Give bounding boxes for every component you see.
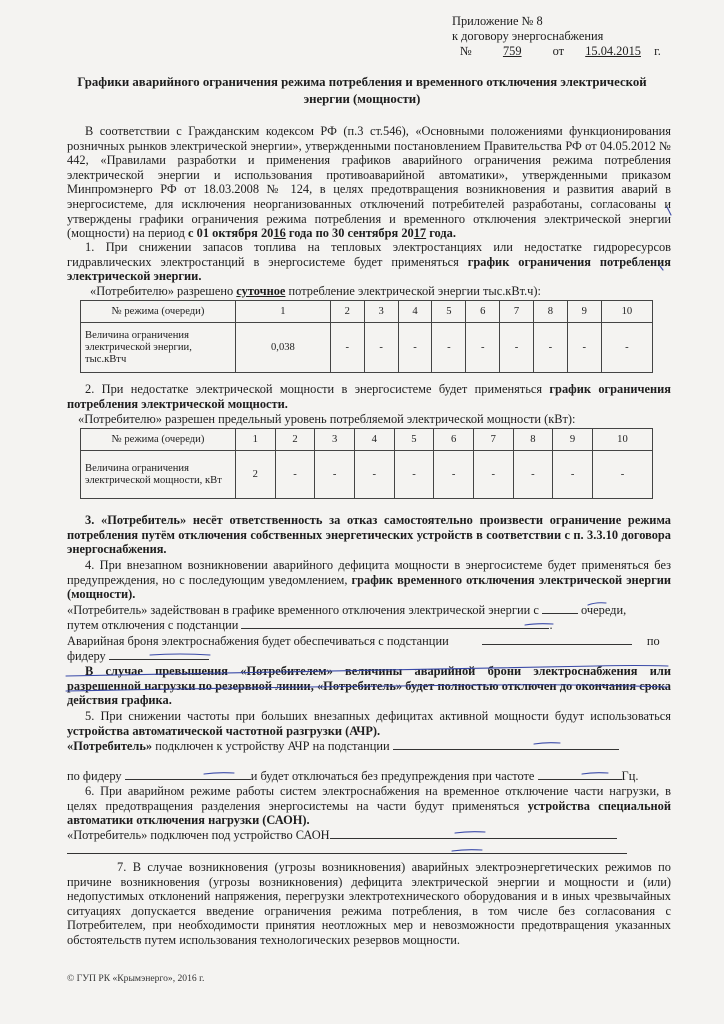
table1-col: 1 — [236, 301, 331, 323]
p4-line-a-pre: «Потребитель» задействован в графике временного отключения электрической энергии с — [67, 603, 539, 617]
year-suffix: г. — [654, 44, 661, 58]
paragraph-6 — [67, 784, 671, 828]
achr-feeder-blank[interactable] — [125, 779, 251, 780]
period-mid: года по 30 сентября 20 — [288, 226, 414, 241]
backup-substation-blank[interactable] — [482, 644, 632, 645]
table1-cell: - — [364, 323, 398, 373]
table1-cell: - — [432, 323, 466, 373]
document-title: Графики аварийного ограничения режима потребления и временного отключения электрической энергии (мощности) — [77, 75, 647, 106]
table1-cell: - — [500, 323, 534, 373]
appendix-line2: к договору энергоснабжения — [452, 29, 604, 43]
appendix-line1: Приложение № 8 — [452, 14, 543, 28]
table1-cell: - — [330, 323, 364, 373]
p4-warning: В случае превышения «Потребителем» величины аварийной брони электроснабжения или разрешенной нагрузки по резервной линии, «Потребитель» будет полностью отключен до окончания срока действия графика. — [67, 664, 671, 708]
saon-second-blank[interactable] — [67, 853, 627, 854]
p1-allowed-post: потребление электрической энергии тыс.кВт.ч): — [288, 284, 541, 298]
table2-col: 8 — [513, 429, 553, 451]
p5-substation-line — [67, 739, 671, 754]
table2-cell: - — [592, 451, 652, 499]
period-year1: 16 — [273, 226, 286, 241]
p5-text: 5. При снижении частоты при больших внезапных дефицитах активной мощности будут использоваться — [85, 709, 671, 723]
p5-feeder-pre: по фидеру — [67, 769, 122, 783]
table2-col: 5 — [394, 429, 434, 451]
p1-text: 1. При снижении запасов топлива на тепловых электростанциях или недостатке гидроресурсов гидравлических электростанций в энергосистеме будет применяться — [67, 240, 671, 269]
contract-number: 759 — [502, 44, 522, 58]
table2-col: 10 — [592, 429, 652, 451]
table2-cell: - — [473, 451, 513, 499]
table2-col: 4 — [354, 429, 394, 451]
p2-bold: график ограничения потребления электрической мощности. — [67, 382, 671, 411]
table1-col: 5 — [432, 301, 466, 323]
table-energy-limit — [80, 300, 653, 373]
table2-value-row — [81, 451, 653, 499]
p4-queue-line — [67, 603, 671, 618]
table2-cell: - — [553, 451, 593, 499]
p4-line-c-post: по — [646, 634, 660, 648]
paragraph-4 — [67, 558, 671, 602]
intro-text: В соответствии с Гражданским кодексом РФ (п.3 ст.546), «Основными положениями функционирования розничных рынков электрической энергии», утвержденными постановлением Правительства РФ от 04.05.2012 № 442, «Правилами разработки и применения графиков аварийного ограничения режима потребления электрической энергии и использования противоаварийной автоматики», утвержденными приказом Минпромэнерго РФ от 18.03.2008 № 124, в целях предотвращения возникновения и развития аварий в энергосистеме, для исключения неорганизованных отключений потребителей разработаны, согласованы и утверждены графики ограничения режима потребления и временного отключения электрической энергии (мощности) на период — [67, 124, 671, 241]
p5-feeder-unit: Гц. — [621, 769, 639, 783]
table1-col: 10 — [601, 301, 652, 323]
copyright-footer: © ГУП РК «Крымэнерго», 2016 г. — [67, 973, 205, 984]
table1-cell: 0,038 — [236, 323, 331, 373]
table1-cell: - — [398, 323, 432, 373]
p2-text: 2. При недостатке электрической мощности в энергосистеме будет применяться — [85, 382, 543, 396]
table1-col: 4 — [398, 301, 432, 323]
appendix-header — [452, 14, 661, 59]
period-start: с 01 октября 20 — [188, 226, 274, 241]
table2-col: 9 — [553, 429, 593, 451]
p1-allowed-pre: «Потребителю» разрешено — [90, 284, 234, 298]
p4-bold: график временного отключения электрической энергии (мощности). — [67, 572, 671, 602]
p6-text: 6. При аварийном режиме работы систем электроснабжения на временное отключение части нагрузки, в целях предотвращения разделения энергосистемы на части будут применяться — [67, 784, 671, 813]
p6-connected: «Потребитель» подключен под устройство САОН — [67, 828, 330, 842]
p6-connected-line — [67, 828, 671, 843]
paragraph-2 — [67, 382, 671, 411]
table2-col: 1 — [236, 429, 276, 451]
table1-col: 8 — [534, 301, 568, 323]
table2-cell: 2 — [236, 451, 276, 499]
p5-feeder-line — [67, 769, 671, 784]
table2-header-label: № режима (очереди) — [81, 429, 236, 451]
p4-backup-line — [67, 634, 671, 649]
p4-line-b: путем отключения с подстанции — [67, 618, 239, 632]
p4-text: 4. При внезапном возникновении аварийного дефицита мощности в энергосистеме будет применяться без предупреждения, но с последующим уведомлением, — [67, 558, 671, 587]
number-label: № — [460, 44, 472, 58]
table1-col: 7 — [500, 301, 534, 323]
p6-bold: устройства специальной автоматики отключения нагрузки (САОН). — [67, 798, 671, 828]
from-label: от — [552, 44, 565, 58]
p4-substation-line: путем отключения с подстанции . — [67, 618, 553, 632]
intro-paragraph — [67, 124, 671, 241]
p1-allowed-line — [90, 284, 670, 299]
substation-blank[interactable] — [241, 628, 549, 629]
p4-line-d: фидеру — [67, 649, 106, 663]
pen-dash — [452, 850, 482, 851]
paragraph-5 — [67, 709, 671, 738]
table2-cell: - — [513, 451, 553, 499]
paragraph-1 — [67, 240, 671, 284]
queue-blank[interactable] — [542, 613, 578, 614]
saon-blank[interactable] — [330, 838, 617, 839]
feeder-blank[interactable] — [109, 659, 209, 660]
p5-bold: устройства автоматической частотной разгрузки (АЧР). — [67, 723, 381, 738]
table1-cell: - — [601, 323, 652, 373]
p4-line-a-post: очереди, — [581, 603, 627, 617]
p5-consumer: «Потребитель» — [67, 739, 153, 753]
table2-col: 6 — [434, 429, 474, 451]
paragraph-3: 3. «Потребитель» несёт ответственность за отказ самостоятельно произвести ограничение режима потребления путём отключения собственных энергетических устройств в соответствии с п. 3.3.10 договора энергоснабжения. — [67, 513, 671, 557]
table2-row-label: Величина ограничения электрической мощности, кВт — [81, 451, 236, 499]
table2-col: 3 — [315, 429, 355, 451]
table2-cell: - — [315, 451, 355, 499]
p4-line-c-pre: Аварийная броня электроснабжения будет обеспечиваться с подстанции — [67, 634, 449, 648]
table1-value-row — [81, 323, 653, 373]
p1-bold: график ограничения потребления электрической энергии. — [67, 254, 671, 284]
frequency-blank[interactable] — [538, 779, 622, 780]
table1-header-label: № режима (очереди) — [81, 301, 236, 323]
table1-col: 3 — [364, 301, 398, 323]
achr-substation-blank[interactable] — [393, 749, 619, 750]
table1-cell: - — [534, 323, 568, 373]
p1-allowed-bold: суточное — [236, 284, 286, 298]
paragraph-7: 7. В случае возникновения (угрозы возникновения) аварийных электроэнергетических режимов по причине возникновения (угрозы возникновения) дефицита электрической энергии и мощности и (или) недопустимых отклонений напряжения, перегрузки электротехнического оборудования и в иных чрезвычайных ситуациях допускается введение ограничения режима потребления, в том числе без согласования с Потребителем, при необходимости принятия неотложных мер и невозможности предотвращения указанных обстоятельств путем использования технологических резервов мощности. — [67, 860, 671, 947]
table2-cell: - — [275, 451, 315, 499]
table1-header-row — [81, 301, 653, 323]
table1-col: 9 — [567, 301, 601, 323]
table2-col: 7 — [473, 429, 513, 451]
table2-col: 2 — [275, 429, 315, 451]
p5-feeder-mid: и будет отключаться без предупреждения при частоте — [250, 769, 535, 783]
table1-col: 2 — [330, 301, 364, 323]
contract-date: 15.04.2015 — [585, 44, 641, 58]
period-year2: 17 — [413, 226, 427, 241]
table1-cell: - — [567, 323, 601, 373]
table2-cell: - — [394, 451, 434, 499]
p2-allowed-line: «Потребителю» разрешен предельный уровень потребляемой электрической мощности (кВт): — [78, 412, 576, 426]
table2-cell: - — [434, 451, 474, 499]
table2-cell: - — [354, 451, 394, 499]
table1-col: 6 — [466, 301, 500, 323]
table1-cell: - — [466, 323, 500, 373]
period-end: года. — [429, 226, 456, 241]
p5-connected: подключен к устройству АЧР на подстанции — [155, 739, 390, 753]
table2-header-row — [81, 429, 653, 451]
appendix-number-line — [452, 44, 661, 59]
table-power-limit — [80, 428, 653, 499]
p4-feeder-line — [67, 649, 671, 664]
table1-row-label: Величина ограничения электрической энергии, тыс.кВтч — [81, 323, 236, 373]
